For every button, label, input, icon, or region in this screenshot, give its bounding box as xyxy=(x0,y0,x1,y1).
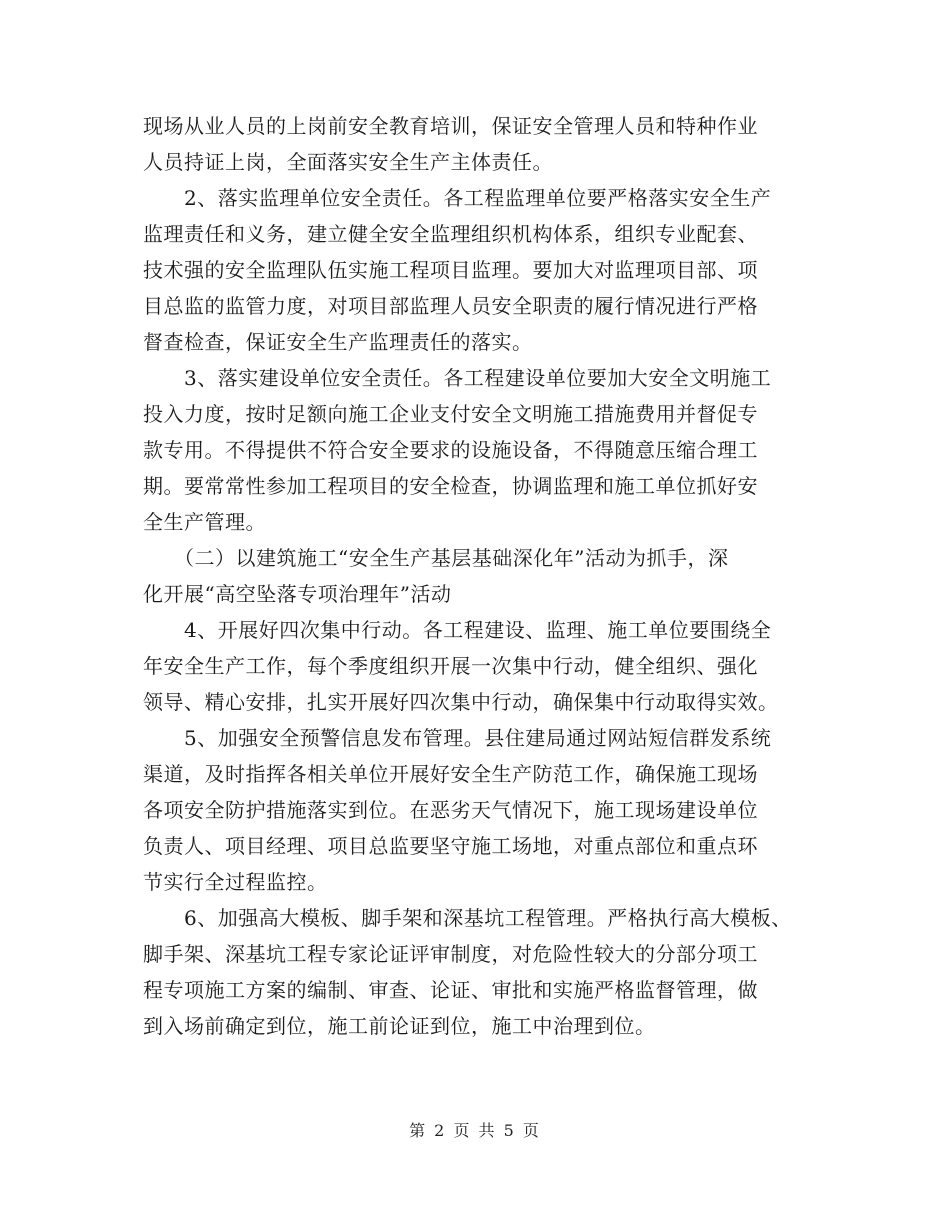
paragraph-2 xyxy=(143,180,813,360)
text-line: 2、落实监理单位安全责任。各工程监理单位要严格落实安全生产 xyxy=(143,186,772,210)
paragraph-5 xyxy=(143,720,813,900)
text-line: 化开展“高空坠落专项治理年”活动 xyxy=(143,582,452,606)
text-line: 渠道，及时指挥各相关单位开展好安全生产防范工作，确保施工现场 xyxy=(143,762,758,786)
paragraph-3 xyxy=(143,360,813,540)
text-line: 3、落实建设单位安全责任。各工程建设单位要加大安全文明施工 xyxy=(143,366,772,390)
text-line: 领导、精心安排，扎实开展好四次集中行动，确保集中行动取得实效。 xyxy=(143,690,779,714)
section-heading-2 xyxy=(143,540,813,612)
text-line: 程专项施工方案的编制、审查、论证、审批和实施严格监督管理，做 xyxy=(143,978,758,1002)
page-number-footer: 第 2 页 共 5 页 xyxy=(409,1121,541,1140)
text-line: 各项安全防护措施落实到位。在恶劣天气情况下，施工现场建设单位 xyxy=(143,798,758,822)
text-line: 年安全生产工作，每个季度组织开展一次集中行动，健全组织、强化 xyxy=(143,654,758,678)
text-line: （二）以建筑施工“安全生产基层基础深化年”活动为抓手，深 xyxy=(143,546,729,570)
document-body xyxy=(143,108,813,1044)
text-line: 到入场前确定到位，施工前论证到位，施工中治理到位。 xyxy=(143,1014,656,1038)
text-line: 5、加强安全预警信息发布管理。县住建局通过网站短信群发系统 xyxy=(143,726,772,750)
text-line: 6、加强高大模板、脚手架和深基坑工程管理。严格执行高大模板、 xyxy=(143,906,792,930)
text-line: 投入力度，按时足额向施工企业支付安全文明施工措施费用并督促专 xyxy=(143,402,758,426)
paragraph-1 xyxy=(143,108,813,180)
text-line: 目总监的监管力度，对项目部监理人员安全职责的履行情况进行严格 xyxy=(143,294,758,318)
text-line: 全生产管理。 xyxy=(143,510,266,534)
text-line: 监理责任和义务，建立健全安全监理组织机构体系，组织专业配套、 xyxy=(143,222,758,246)
text-line: 技术强的安全监理队伍实施工程项目监理。要加大对监理项目部、项 xyxy=(143,258,758,282)
text-line: 负责人、项目经理、项目总监要坚守施工场地，对重点部位和重点环 xyxy=(143,834,758,858)
text-line: 脚手架、深基坑工程专家论证评审制度，对危险性较大的分部分项工 xyxy=(143,942,758,966)
text-line: 期。要常常性参加工程项目的安全检查，协调监理和施工单位抓好安 xyxy=(143,474,758,498)
text-line: 督查检查，保证安全生产监理责任的落实。 xyxy=(143,330,533,354)
text-line: 人员持证上岗，全面落实安全生产主体责任。 xyxy=(143,150,553,174)
text-line: 现场从业人员的上岗前安全教育培训，保证安全管理人员和特种作业 xyxy=(143,114,758,138)
paragraph-4 xyxy=(143,612,813,720)
paragraph-6 xyxy=(143,900,813,1044)
text-line: 4、开展好四次集中行动。各工程建设、监理、施工单位要围绕全 xyxy=(143,618,772,642)
text-line: 款专用。不得提供不符合安全要求的设施设备，不得随意压缩合理工 xyxy=(143,438,758,462)
text-line: 节实行全过程监控。 xyxy=(143,870,328,894)
